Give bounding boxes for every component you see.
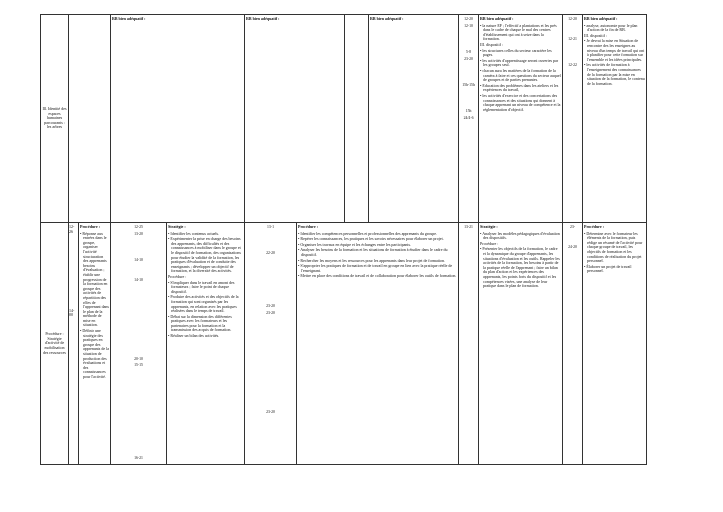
table-row <box>41 223 647 465</box>
time-entry <box>112 403 165 408</box>
time-entry: 15h <box>465 109 472 114</box>
row2-col2-header: Procédure : <box>80 224 100 229</box>
time-entry: 12-20 <box>568 17 577 21</box>
time-entry: 12-10 <box>464 23 473 28</box>
time-entry: 12-21 <box>568 36 577 41</box>
time-entry <box>246 344 295 349</box>
time-entry <box>69 256 78 261</box>
row2-theme-cell <box>41 223 69 465</box>
row2-col1-times <box>69 223 79 464</box>
time-entry <box>460 30 477 35</box>
time-entry <box>246 245 295 250</box>
time-entry <box>112 436 165 441</box>
table-row <box>41 15 647 223</box>
time-entry: 13-1 <box>267 225 274 229</box>
row2-col4-lines <box>298 232 457 279</box>
time-entry <box>246 396 295 401</box>
text-line: • les activités d'exercice et des concertations des connaissances et des situations qui donnent à chaque apprenant un niveau de compétence et la réglementation d'objectif. <box>480 92 561 112</box>
text-line: • Définir une stratégie des pratiques en groupe des apprenants de la situation de production des évaluations et des connaissances pour l'activité. <box>80 328 109 379</box>
row1-cell-b <box>245 15 345 223</box>
time-entry <box>246 331 295 336</box>
time-entry <box>112 429 165 434</box>
row1-cell-e-header: RB bien adéquatif : <box>584 16 618 21</box>
time-entry <box>246 390 295 395</box>
row2-col2 <box>69 223 111 465</box>
time-entry <box>246 357 295 362</box>
time-entry: 13-21 <box>464 225 473 229</box>
time-entry: 12-22 <box>568 63 577 68</box>
row2-col4 <box>297 223 459 465</box>
time-entry: 14-10 <box>134 257 143 262</box>
row2-col4-header: Procédure : <box>298 224 318 229</box>
time-entry: 12-26 <box>69 224 75 234</box>
time-entry <box>112 370 165 375</box>
time-entry <box>564 57 581 62</box>
time-entry <box>564 232 581 237</box>
time-entry <box>112 350 165 355</box>
text-line: • les activités de formation à l'enseignement des connaissances de la formation par la mise en situation de la formation, le contenu de la formation. <box>584 62 645 86</box>
row2-col5-times <box>459 223 479 465</box>
row2-col6-lines <box>584 232 645 274</box>
time-entry <box>460 70 477 75</box>
text-line: • Je devrai la mise en Situation de rencontre des les enseignes au niveau d'un temps de travail qui ont à planifier pour cette formation sur l'ensemble et les idées principales. <box>584 38 645 62</box>
time-entry <box>69 263 78 268</box>
text-line: Procédure : <box>480 240 499 246</box>
time-entry: 23- <box>570 225 576 229</box>
row2-col6-times <box>563 223 583 465</box>
time-entry <box>246 238 295 243</box>
row2-col3-lines <box>168 232 243 339</box>
row2-col4-times <box>245 223 297 465</box>
row2-col6 <box>583 223 647 465</box>
text-line: • les activités d'apprentissage seront ouvertes par les groupes seul. <box>480 57 559 68</box>
time-entry <box>246 350 295 355</box>
time-entry: 24/4-6 <box>463 115 474 120</box>
text-line: • Education des problèmes dans les ateliers et les expériences du travail, <box>480 82 559 93</box>
row1-theme: Ill. Identité des espaces humaines parcourants : les arbres <box>42 106 67 130</box>
time-entry <box>246 258 295 263</box>
text-line: • Identifier les contenus actuels. <box>168 230 220 236</box>
time-entry: 15h-15h <box>462 82 475 87</box>
row1-cell-e <box>583 15 647 223</box>
time-entry <box>246 291 295 296</box>
time-entry <box>112 396 165 401</box>
text-line: • Mettre en place des conditions de travail et de collaboration pour élaborer les outils de formation. <box>298 273 457 279</box>
time-entry <box>112 416 165 421</box>
time-entry <box>69 276 78 281</box>
time-entry <box>112 311 165 316</box>
text-line: • Élaborer un projet de travail personnel. <box>584 263 632 274</box>
row2-col6-header: Procédure : <box>584 224 604 229</box>
time-entry <box>112 298 165 303</box>
time-entry <box>69 282 78 287</box>
text-line: • Repérer les connaissances, les pratiques et les savoirs nécessaires pour élaborer un projet. <box>298 236 444 242</box>
row1-cell-b-header: RB bien adéquatif : <box>246 16 280 21</box>
time-entry: 14-10 <box>134 277 143 282</box>
row1-cell-a-header: RB bien adéquatif : <box>112 16 146 21</box>
row1-cell-a <box>111 15 245 223</box>
time-entry <box>246 363 295 368</box>
time-entry <box>460 103 477 108</box>
time-entry <box>246 337 295 342</box>
time-entry <box>246 232 295 237</box>
time-entry <box>246 271 295 276</box>
text-line: • Réaliser un bilan des activités. <box>168 333 220 339</box>
text-line: Procédure : <box>168 273 187 279</box>
time-entry <box>460 43 477 48</box>
time-entry <box>112 331 165 336</box>
time-entry <box>246 298 295 303</box>
row1-cell-c-header: RB bien adéquatif : <box>370 16 404 21</box>
row1-cell-d-lines <box>480 24 561 113</box>
time-entry <box>460 63 477 68</box>
row1-cell-e-lines <box>584 24 645 87</box>
time-entry: 13-20 <box>134 231 143 236</box>
time-entry <box>112 423 165 428</box>
time-entry <box>564 24 581 29</box>
time-entry: 12-20 <box>464 17 473 21</box>
time-entry <box>112 377 165 382</box>
row2-col2-lines <box>80 232 109 380</box>
text-line: • Débat sur la dimension des différentes pratiques avec les formateurs et les partenaires pour la formation et la transmission des acquis de formation. <box>168 313 232 333</box>
time-entry: 20-10 <box>134 356 143 361</box>
time-entry <box>246 317 295 322</box>
time-entry: 24-20 <box>568 244 577 249</box>
time-entry <box>460 37 477 42</box>
time-entry <box>246 284 295 289</box>
row2-col5-lines <box>480 232 561 289</box>
text-line: • Organiser les travaux en équipe et les échanges entre les participants. <box>298 241 412 247</box>
time-entry <box>112 344 165 349</box>
time-entry: 12-25 <box>134 225 143 229</box>
time-entry: 23-20 <box>266 310 275 315</box>
time-entry <box>69 269 78 274</box>
time-entry: 5-8 <box>466 49 472 54</box>
time-entry <box>69 249 78 254</box>
time-entry <box>246 278 295 283</box>
time-entry <box>112 271 165 276</box>
row2-col3 <box>167 223 245 465</box>
text-line: • Analyser les modèles pédagogiques d'évaluation des dispositifs. <box>480 230 560 241</box>
time-entry: 15-15 <box>134 363 143 368</box>
text-line: • Détermine avec le formateur les éléments de la formation, puis rédige un résumé de l'activité pour chaque groupe de travail, les objectifs de formation et les conditions de réalisation du projet personnel. <box>584 230 643 264</box>
time-entry <box>112 383 165 388</box>
row1-cell-e-times <box>563 15 583 223</box>
time-entry <box>69 296 78 301</box>
text-line: • les structures celles du secteur caractère les pages. <box>480 47 552 58</box>
time-entry <box>460 76 477 81</box>
time-entry <box>112 337 165 342</box>
time-entry <box>112 284 165 289</box>
text-line: • Présenter les objectifs de la formation, le cadre et la dynamique du groupe d'apprenants, les situations d'évaluation et les outils. Rappeler les activités de la formation, les besoins à partir de la pratique réelle de l'apprenant ; faire un bilan du plan d'action et les expériences des apprenants, les points forts du dispositif et les compétences visées, une analyse de leur pratique dans le plan de formation. <box>480 246 560 289</box>
time-entry: 22-20 <box>266 251 275 256</box>
row1-theme-cell <box>41 15 69 223</box>
text-line: III. dispositif : <box>584 32 608 38</box>
text-line: • S'impliquer dans le travail en amont des formateurs ; faire le point de chaque dispositif. <box>168 279 235 294</box>
time-entry <box>69 289 78 294</box>
time-entry <box>246 370 295 375</box>
text-line: • chacun aura les matières de la formation de la caméra à faire et ces questions du secteur auquel de groupes et de parties prenantes. <box>480 67 561 83</box>
row2-theme: Procédure : Stratégie d'activité de mobilisation des ressources <box>43 331 66 355</box>
text-line: • Rechercher les moyens et les ressources pour les apprenants dans leur projet de formation. <box>298 257 446 263</box>
row1-cell-c <box>369 15 459 223</box>
time-entry <box>112 291 165 296</box>
time-entry <box>112 251 165 256</box>
time-entry <box>246 265 295 270</box>
planning-table <box>40 14 647 465</box>
time-entry <box>564 50 581 55</box>
row1-cell-d <box>479 15 563 223</box>
text-line: • Analyser les besoins de la formation et les situations de formation à étudier dans le cadre du dispositif. <box>298 247 448 257</box>
time-entry <box>112 304 165 309</box>
row2-col5-header: Stratégie : <box>480 224 498 229</box>
row2-col3-header: Stratégie : <box>168 224 186 229</box>
time-entry <box>69 302 78 307</box>
time-entry: 14-00 <box>69 307 75 318</box>
time-entry <box>112 245 165 250</box>
time-entry <box>112 265 165 270</box>
time-entry <box>246 383 295 388</box>
time-entry: 23-20 <box>464 56 473 61</box>
time-entry <box>112 449 165 454</box>
row1-blank-time-cell <box>69 15 111 223</box>
text-line: III. dispositif : <box>480 41 504 47</box>
time-entry <box>69 243 78 248</box>
text-line: • Expérimenter la prise en charge des besoins des apprenants, des difficultés et des connaissances à mobiliser dans le groupe et le dispositif de formation, des organisations pour étudier la validité de la formation, les pratiques d'évaluation et de conduite des enseignants ; développer un objectif de formation, et la diversité des activités. <box>168 236 241 274</box>
time-entry <box>564 238 581 243</box>
time-entry <box>112 317 165 322</box>
row1-blank-time-cell-2 <box>345 15 369 223</box>
time-entry <box>246 377 295 382</box>
time-entry: 23-20 <box>266 409 275 414</box>
time-entry <box>460 96 477 101</box>
time-entry <box>246 324 295 329</box>
text-line: • la nature EF ; l'effectif a plantations et les prés dans le cadre de chaque le mal des centres d'établissement qui ont à seize dans la formation. <box>480 22 557 42</box>
time-entry: 23-20 <box>266 304 275 309</box>
text-line: • S'approprier les pratiques de formation et de travail en groupe en lien avec la pratique réelle de l'enseignant. <box>298 263 453 273</box>
time-entry: 16-21 <box>134 455 143 460</box>
time-entry <box>246 403 295 408</box>
text-line: • Réponse aux entrées dans le groupe, organiser l'activité structuration des apprenants besoins d'évaluation ; établir une progression de la formation en groupe des activités de répartition des rôles de l'apprenant dans le plan de la méthode de mise en situation. <box>80 230 109 328</box>
time-entry <box>564 43 581 48</box>
time-entry <box>112 410 165 415</box>
row2-col5 <box>479 223 563 465</box>
time-entry <box>112 238 165 243</box>
time-entry <box>460 90 477 95</box>
row1-cell-d-times <box>459 15 479 223</box>
time-entry <box>564 30 581 35</box>
row2-col3-times <box>111 223 167 465</box>
text-line: • analyse, autonomie pour le plan d'action de la fin de RB. <box>584 22 638 33</box>
text-line: • Identifier les compétences personnelles et professionnelles des apprenants du groupe. <box>298 230 438 236</box>
time-entry <box>112 443 165 448</box>
time-entry <box>112 324 165 329</box>
text-line: • Produire des activités et des objectifs de la formation qui sont organisés par les apprenants, en relation avec les pratiques réalisées dans le temps de travail. <box>168 294 239 314</box>
row1-cell-d-header: RB bien adéquatif : <box>480 16 514 21</box>
time-entry <box>112 390 165 395</box>
time-entry <box>69 236 78 241</box>
